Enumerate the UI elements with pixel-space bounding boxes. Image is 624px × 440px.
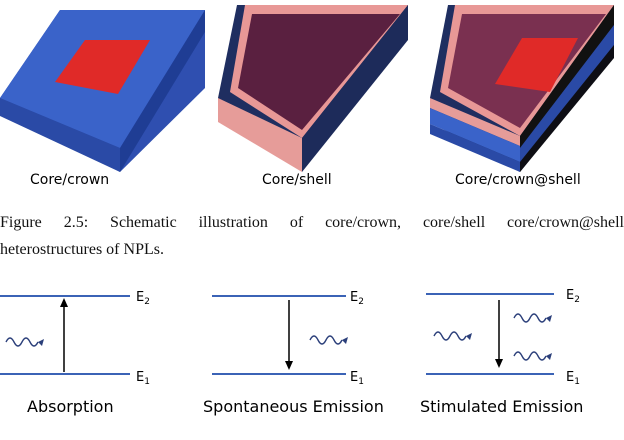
core-crown-shell-slab bbox=[430, 5, 614, 172]
figure-caption bbox=[0, 209, 624, 263]
spontaneous-emission-label: Spontaneous Emission bbox=[203, 397, 384, 416]
e1-label: $E_1$ bbox=[350, 370, 364, 387]
core-crown-shell-label: Core/crown@shell bbox=[455, 172, 581, 188]
e2-label: $E_2$ bbox=[566, 288, 580, 305]
e1-label: $E_1$ bbox=[136, 370, 150, 387]
photon-wave-icon bbox=[514, 314, 546, 322]
caption-line-2: heterostructures of NPLs. bbox=[0, 241, 164, 258]
up-arrow-icon bbox=[60, 298, 68, 307]
e2-label: $E_2$ bbox=[350, 290, 364, 307]
absorption-label: Absorption bbox=[27, 397, 114, 416]
core-shell-label: Core/shell bbox=[262, 172, 332, 188]
stimulated-diagram bbox=[426, 294, 554, 374]
core-crown-label: Core/crown bbox=[30, 172, 110, 188]
stimulated-emission-label: Stimulated Emission bbox=[420, 397, 584, 416]
e2-label: $E_2$ bbox=[136, 290, 150, 307]
core-crown-slab bbox=[0, 10, 205, 172]
core-shell-slab bbox=[218, 5, 408, 172]
caption-line-1: Figure 2.5: Schematic illustration of core/crown, core/shell core/crown@shell bbox=[0, 214, 624, 231]
photon-wave-icon bbox=[434, 332, 466, 340]
absorption-diagram bbox=[0, 296, 130, 374]
energy-labels bbox=[136, 288, 580, 387]
photon-wave-icon bbox=[514, 352, 546, 360]
photon-wave-icon bbox=[310, 336, 342, 344]
e1-label: $E_1$ bbox=[566, 370, 580, 387]
spontaneous-diagram bbox=[212, 296, 348, 374]
down-arrow-icon bbox=[495, 359, 503, 368]
photon-wave-icon bbox=[6, 338, 38, 346]
down-arrow-icon bbox=[285, 361, 293, 370]
